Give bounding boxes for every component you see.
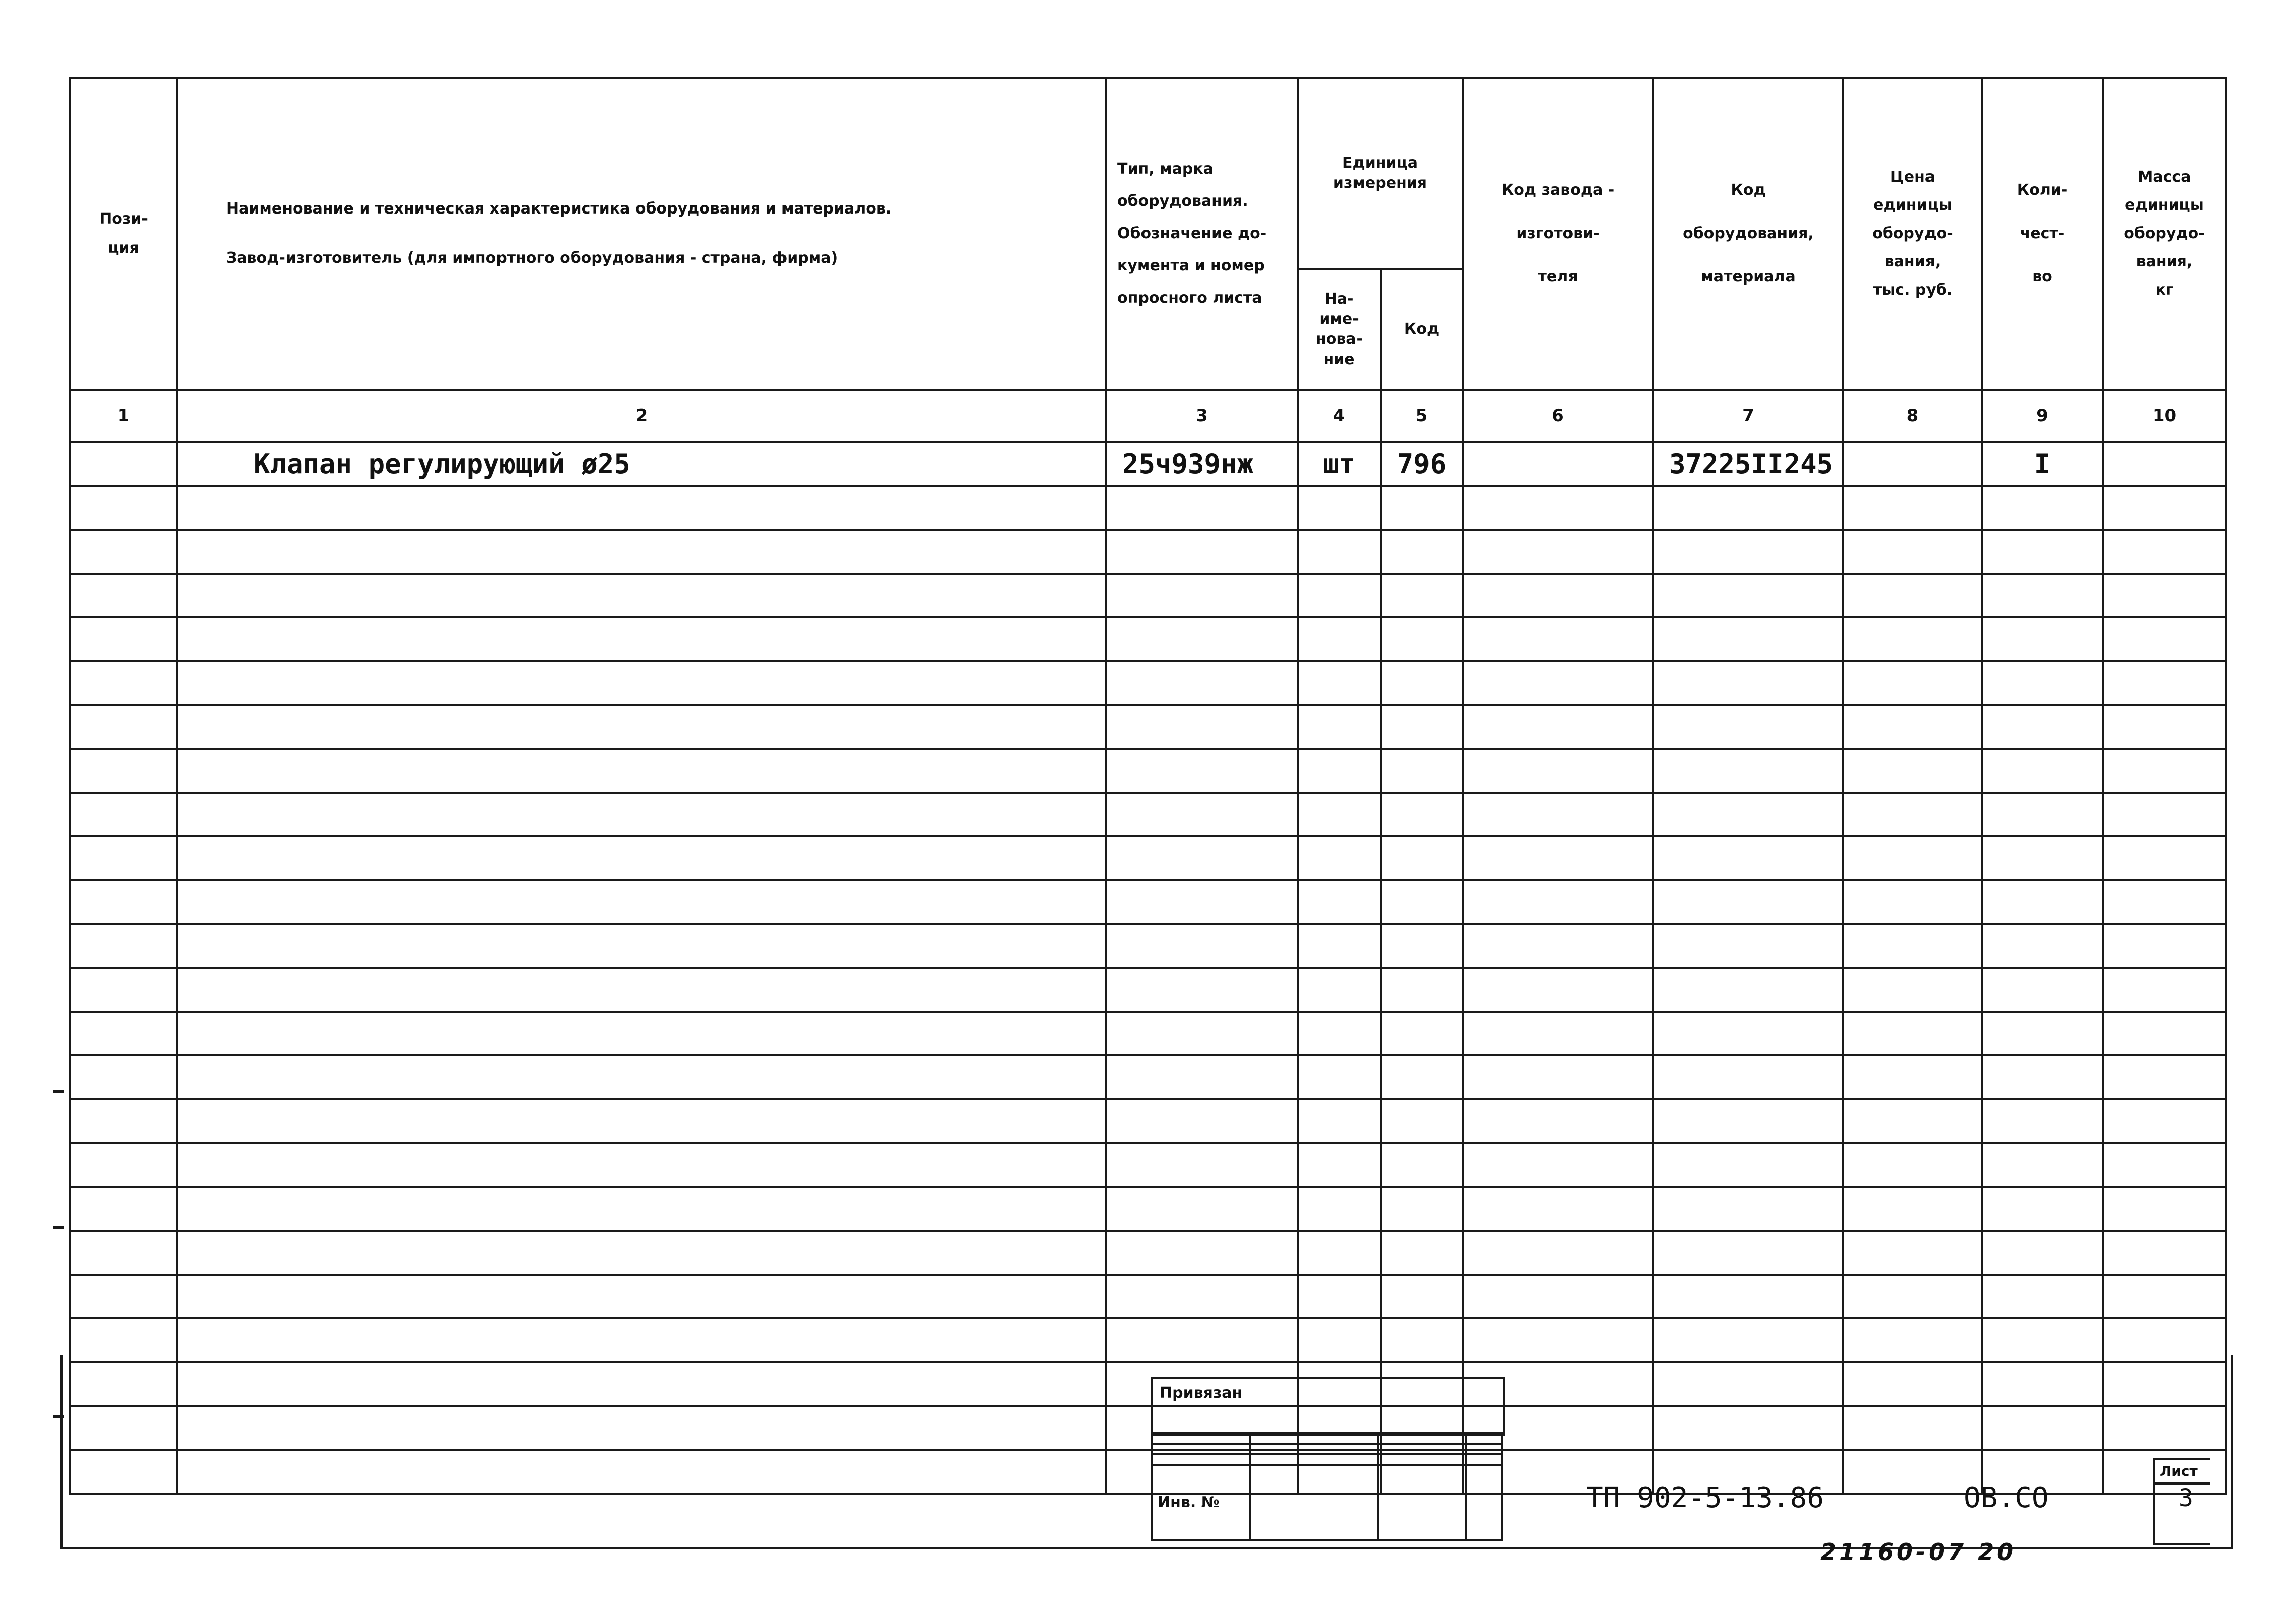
empty-cell: [1982, 705, 2103, 749]
empty-cell: [177, 617, 1106, 661]
empty-cell: [1653, 793, 1843, 836]
sheet-number-box: [2153, 1458, 2210, 1545]
empty-cell: [1298, 530, 1381, 574]
empty-cell: [1381, 968, 1463, 1012]
empty-cell: [1381, 1187, 1463, 1231]
empty-cell: [1843, 749, 1982, 793]
empty-cell: [1653, 1055, 1843, 1099]
empty-cell: [70, 705, 177, 749]
empty-cell: [2103, 1099, 2226, 1143]
empty-cell: [70, 1055, 177, 1099]
empty-cell: [1106, 924, 1298, 968]
sheet-number: 3: [2179, 1484, 2193, 1512]
empty-cell: [1843, 1099, 1982, 1143]
empty-cell: [2103, 1231, 2226, 1275]
empty-cell: [1298, 1012, 1381, 1055]
empty-table-row: [70, 661, 2226, 705]
empty-cell: [1653, 1143, 1843, 1187]
empty-cell: [1298, 1187, 1381, 1231]
empty-cell: [1843, 924, 1982, 968]
empty-table-row: [70, 1143, 2226, 1187]
margin-tick: [53, 1226, 64, 1229]
empty-cell: [1381, 1143, 1463, 1187]
column-numbers-row: [70, 390, 2226, 442]
stamp-inv-label: Инв. №: [1152, 1465, 1250, 1540]
empty-cell: [1381, 1275, 1463, 1318]
empty-cell: [1381, 661, 1463, 705]
empty-cell: [1843, 836, 1982, 880]
header-mass: Масса единицы оборудо- вания, кг: [2103, 78, 2226, 390]
column-number: 1: [70, 390, 177, 442]
empty-cell: [1463, 661, 1653, 705]
empty-cell: [1381, 705, 1463, 749]
empty-cell: [1298, 1055, 1381, 1099]
empty-table-row: [70, 968, 2226, 1012]
empty-cell: [2103, 486, 2226, 530]
empty-cell: [1298, 574, 1381, 617]
empty-cell: [1463, 836, 1653, 880]
empty-cell: [1653, 530, 1843, 574]
empty-cell: [1843, 1143, 1982, 1187]
empty-cell: [1653, 968, 1843, 1012]
empty-cell: [1653, 486, 1843, 530]
empty-cell: [2103, 793, 2226, 836]
cell-name: Клапан регулирующий ø25: [177, 442, 1106, 486]
empty-cell: [177, 1143, 1106, 1187]
empty-cell: [1381, 574, 1463, 617]
column-number: 2: [177, 390, 1106, 442]
empty-cell: [1106, 1012, 1298, 1055]
empty-cell: [1381, 880, 1463, 924]
empty-cell: [1106, 836, 1298, 880]
empty-cell: [1843, 705, 1982, 749]
empty-cell: [1381, 749, 1463, 793]
empty-cell: [70, 1187, 177, 1231]
empty-cell: [70, 1143, 177, 1187]
empty-table-row: [70, 1012, 2226, 1055]
empty-cell: [177, 530, 1106, 574]
empty-cell: [177, 661, 1106, 705]
empty-cell: [70, 968, 177, 1012]
header-unit-group: Единица измерения: [1298, 78, 1463, 269]
empty-cell: [1653, 1012, 1843, 1055]
empty-cell: [1106, 1099, 1298, 1143]
empty-cell: [1982, 749, 2103, 793]
empty-cell: [1106, 705, 1298, 749]
empty-cell: [1843, 617, 1982, 661]
column-number: 5: [1381, 390, 1463, 442]
empty-cell: [177, 793, 1106, 836]
archive-number: 21160-07 20: [1820, 1538, 2017, 1566]
empty-cell: [1298, 968, 1381, 1012]
header-plant-code: Код завода - изготови- теля: [1463, 78, 1653, 390]
empty-cell: [1653, 1231, 1843, 1275]
empty-cell: [2103, 880, 2226, 924]
empty-cell: [1982, 486, 2103, 530]
empty-table-row: [70, 486, 2226, 530]
empty-cell: [1463, 1231, 1653, 1275]
empty-cell: [1843, 1187, 1982, 1231]
empty-table-row: [70, 705, 2226, 749]
empty-cell: [70, 749, 177, 793]
empty-cell: [177, 1231, 1106, 1275]
empty-cell: [1653, 749, 1843, 793]
header-position: Пози- ция: [70, 78, 177, 390]
empty-table-row: [70, 1231, 2226, 1275]
empty-cell: [1106, 793, 1298, 836]
empty-cell: [177, 836, 1106, 880]
table-row: [70, 442, 2226, 486]
empty-cell: [1298, 749, 1381, 793]
empty-cell: [1463, 1275, 1653, 1318]
empty-cell: [1106, 1231, 1298, 1275]
empty-cell: [2103, 1012, 2226, 1055]
empty-cell: [1982, 1187, 2103, 1231]
empty-cell: [177, 486, 1106, 530]
empty-cell: [1982, 1055, 2103, 1099]
empty-cell: [1982, 617, 2103, 661]
header-type: Тип, марка оборудования. Обозначение до- кумента и номер опросного листа: [1106, 78, 1298, 390]
stamp-bound-field: [1151, 1377, 1505, 1436]
empty-cell: [1463, 924, 1653, 968]
empty-cell: [1653, 880, 1843, 924]
empty-cell: [1653, 1187, 1843, 1231]
empty-cell: [70, 1275, 177, 1318]
empty-cell: [70, 1012, 177, 1055]
empty-cell: [177, 880, 1106, 924]
empty-cell: [1982, 924, 2103, 968]
title-block-frame: [60, 1355, 2233, 1549]
empty-cell: [1843, 968, 1982, 1012]
empty-cell: [2103, 1275, 2226, 1318]
empty-cell: [1982, 836, 2103, 880]
cell-unit-code: 796: [1381, 442, 1463, 486]
empty-cell: [1843, 1275, 1982, 1318]
empty-cell: [1298, 1143, 1381, 1187]
empty-cell: [177, 968, 1106, 1012]
empty-cell: [1106, 661, 1298, 705]
empty-table-row: [70, 880, 2226, 924]
binding-stamp: [1151, 1377, 1503, 1541]
empty-cell: [1298, 1231, 1381, 1275]
header-name-line1: Наименование и техническая характеристика оборудования и материалов.: [226, 200, 892, 218]
column-number: 8: [1843, 390, 1982, 442]
empty-cell: [1463, 1055, 1653, 1099]
empty-cell: [2103, 968, 2226, 1012]
empty-cell: [2103, 836, 2226, 880]
empty-cell: [1982, 530, 2103, 574]
empty-cell: [1843, 1012, 1982, 1055]
empty-cell: [1843, 486, 1982, 530]
cell-price: [1843, 442, 1982, 486]
column-number: 4: [1298, 390, 1381, 442]
empty-cell: [1653, 1275, 1843, 1318]
empty-cell: [1298, 880, 1381, 924]
empty-cell: [1982, 1143, 2103, 1187]
cell-mass: [2103, 442, 2226, 486]
empty-cell: [2103, 924, 2226, 968]
empty-cell: [1106, 617, 1298, 661]
stamp-grid: [1151, 1432, 1503, 1541]
empty-cell: [1982, 968, 2103, 1012]
empty-cell: [1653, 661, 1843, 705]
empty-cell: [1463, 880, 1653, 924]
empty-cell: [1381, 793, 1463, 836]
header-price: Цена единицы оборудо- вания, тыс. руб.: [1843, 78, 1982, 390]
empty-cell: [70, 1099, 177, 1143]
sheet-label: Лист: [2160, 1463, 2198, 1479]
empty-cell: [1381, 486, 1463, 530]
cell-position: [70, 442, 177, 486]
empty-table-row: [70, 574, 2226, 617]
empty-cell: [1463, 486, 1653, 530]
empty-cell: [1982, 1012, 2103, 1055]
header-equipment-code: Код оборудования, материала: [1653, 78, 1843, 390]
equipment-specification-table: [69, 77, 2227, 1495]
empty-cell: [1653, 924, 1843, 968]
empty-cell: [1843, 1231, 1982, 1275]
empty-cell: [1381, 530, 1463, 574]
header-name-line2: Завод-изготовитель (для импортного оборудования - страна, фирма): [226, 249, 838, 267]
empty-cell: [1298, 661, 1381, 705]
empty-cell: [1463, 574, 1653, 617]
empty-table-row: [70, 924, 2226, 968]
empty-cell: [1982, 1099, 2103, 1143]
column-number: 3: [1106, 390, 1298, 442]
empty-cell: [1463, 1012, 1653, 1055]
empty-cell: [1982, 1275, 2103, 1318]
empty-cell: [1463, 1099, 1653, 1143]
header-quantity: Коли- чест- во: [1982, 78, 2103, 390]
empty-cell: [1982, 793, 2103, 836]
empty-cell: [1106, 749, 1298, 793]
empty-cell: [2103, 661, 2226, 705]
empty-cell: [1381, 617, 1463, 661]
empty-cell: [2103, 705, 2226, 749]
empty-cell: [1463, 749, 1653, 793]
empty-cell: [1381, 1012, 1463, 1055]
cell-type: 25ч939нж: [1106, 442, 1298, 486]
empty-cell: [1463, 1143, 1653, 1187]
empty-cell: [1381, 836, 1463, 880]
column-number: 6: [1463, 390, 1653, 442]
empty-cell: [1298, 486, 1381, 530]
empty-cell: [1843, 530, 1982, 574]
empty-cell: [1843, 793, 1982, 836]
empty-cell: [1653, 705, 1843, 749]
empty-cell: [1653, 836, 1843, 880]
empty-cell: [2103, 1143, 2226, 1187]
empty-cell: [177, 574, 1106, 617]
empty-cell: [1298, 705, 1381, 749]
stamp-bound-label: Привязан: [1160, 1384, 1243, 1402]
empty-cell: [177, 749, 1106, 793]
cell-quantity: I: [1982, 442, 2103, 486]
empty-cell: [70, 793, 177, 836]
empty-cell: [1463, 530, 1653, 574]
empty-cell: [2103, 530, 2226, 574]
empty-cell: [70, 880, 177, 924]
empty-cell: [177, 705, 1106, 749]
empty-table-row: [70, 1099, 2226, 1143]
empty-cell: [1106, 486, 1298, 530]
empty-cell: [2103, 1055, 2226, 1099]
cell-equipment-code: 37225II245: [1653, 442, 1843, 486]
empty-cell: [1298, 1099, 1381, 1143]
document-code: ТП 902-5-13.86: [1586, 1481, 1824, 1514]
empty-cell: [1843, 574, 1982, 617]
header-name: [177, 78, 1106, 390]
empty-table-row: [70, 1275, 2226, 1318]
empty-cell: [1298, 617, 1381, 661]
empty-table-row: [70, 749, 2226, 793]
empty-cell: [70, 836, 177, 880]
empty-table-row: [70, 1187, 2226, 1231]
column-number: 9: [1982, 390, 2103, 442]
empty-table-row: [70, 1055, 2226, 1099]
empty-cell: [70, 924, 177, 968]
empty-cell: [1463, 1187, 1653, 1231]
empty-cell: [177, 1012, 1106, 1055]
empty-cell: [1843, 880, 1982, 924]
empty-cell: [1106, 968, 1298, 1012]
empty-cell: [177, 924, 1106, 968]
empty-cell: [1653, 1099, 1843, 1143]
empty-table-row: [70, 617, 2226, 661]
document-section-code: ОВ.СО: [1964, 1481, 2049, 1514]
empty-cell: [70, 661, 177, 705]
empty-cell: [70, 1231, 177, 1275]
empty-cell: [1982, 574, 2103, 617]
cell-plant-code: [1463, 442, 1653, 486]
empty-cell: [1298, 924, 1381, 968]
cell-unit-name: шт: [1298, 442, 1381, 486]
empty-cell: [1653, 617, 1843, 661]
empty-cell: [1106, 1055, 1298, 1099]
empty-cell: [1298, 1275, 1381, 1318]
empty-cell: [1982, 880, 2103, 924]
empty-cell: [1653, 574, 1843, 617]
column-number: 10: [2103, 390, 2226, 442]
empty-cell: [1106, 1143, 1298, 1187]
empty-cell: [1298, 793, 1381, 836]
empty-cell: [1463, 705, 1653, 749]
empty-cell: [1106, 880, 1298, 924]
empty-cell: [1106, 530, 1298, 574]
empty-cell: [1843, 661, 1982, 705]
empty-cell: [1298, 836, 1381, 880]
empty-cell: [1106, 1275, 1298, 1318]
header-unit-name: На- име- нова- ние: [1298, 269, 1381, 390]
empty-cell: [70, 530, 177, 574]
empty-cell: [1381, 924, 1463, 968]
empty-cell: [177, 1099, 1106, 1143]
empty-cell: [1381, 1099, 1463, 1143]
empty-cell: [1463, 793, 1653, 836]
empty-cell: [2103, 1187, 2226, 1231]
empty-cell: [1106, 574, 1298, 617]
margin-tick: [53, 1090, 64, 1093]
empty-cell: [1982, 661, 2103, 705]
header-unit-code: Код: [1381, 269, 1463, 390]
empty-cell: [2103, 617, 2226, 661]
empty-cell: [1106, 1187, 1298, 1231]
empty-cell: [1982, 1231, 2103, 1275]
empty-cell: [70, 617, 177, 661]
empty-cell: [70, 574, 177, 617]
empty-cell: [1463, 968, 1653, 1012]
empty-table-row: [70, 793, 2226, 836]
empty-cell: [177, 1187, 1106, 1231]
empty-cell: [1381, 1231, 1463, 1275]
empty-cell: [2103, 749, 2226, 793]
empty-cell: [1381, 1055, 1463, 1099]
empty-cell: [177, 1055, 1106, 1099]
empty-cell: [177, 1275, 1106, 1318]
empty-table-row: [70, 530, 2226, 574]
column-number: 7: [1653, 390, 1843, 442]
empty-cell: [70, 486, 177, 530]
empty-cell: [2103, 574, 2226, 617]
empty-table-row: [70, 836, 2226, 880]
empty-cell: [1463, 617, 1653, 661]
empty-cell: [1843, 1055, 1982, 1099]
margin-tick: [53, 1415, 64, 1418]
